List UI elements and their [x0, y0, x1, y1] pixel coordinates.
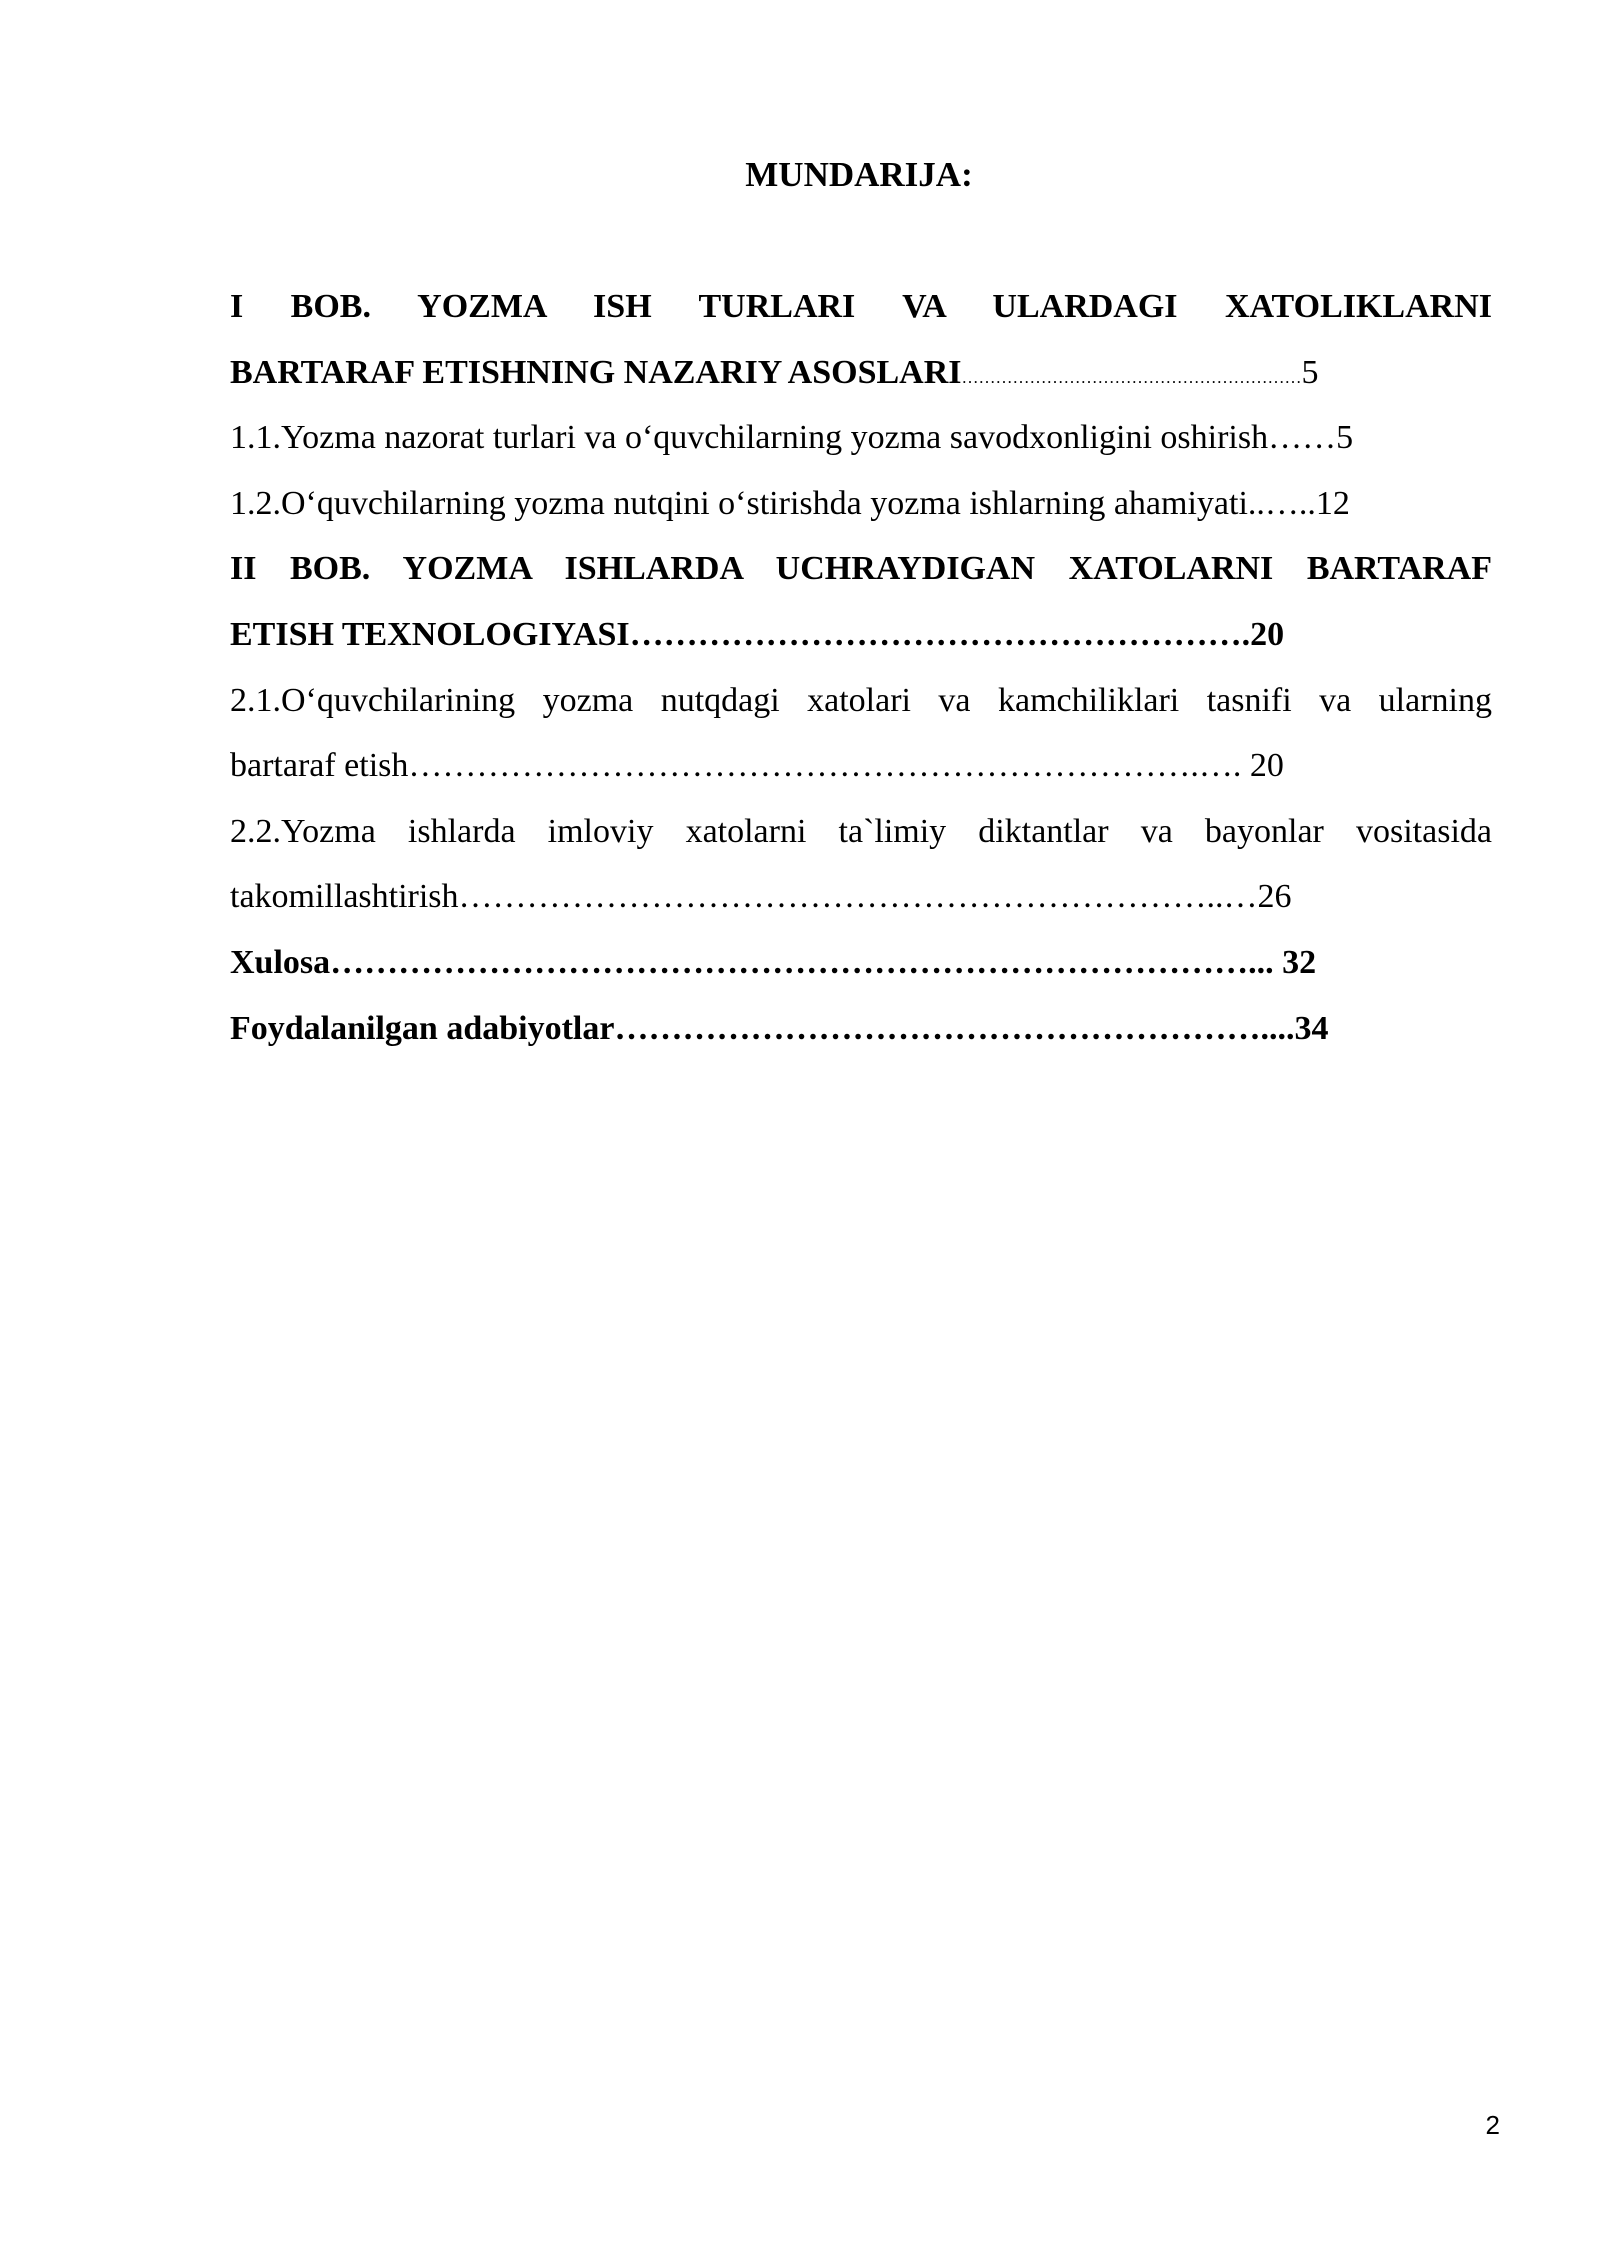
toc-conclusion: Xulosa………………………………………………………………………... 32: [230, 943, 1317, 981]
toc-chapter-1-page: 5: [1301, 353, 1319, 391]
toc-leader-dots: ……………………………………………………: [961, 367, 1302, 387]
toc-section-2-1-line-1: 2.1.O‘quvchilarining yozma nutqdagi xatolari va kamchiliklari tasnifi va ularning: [230, 681, 1492, 719]
table-of-contents: [230, 274, 1492, 1061]
toc-section-2-1-line-2: bartaraf etish…………………………………………………………….…. 20: [230, 747, 1284, 785]
page-title: MUNDARIJA:: [745, 155, 973, 194]
toc-section-1-2: 1.2.O‘quvchilarning yozma nutqini o‘stirishda yozma ishlarning ahamiyati..…..12: [230, 484, 1350, 522]
toc-chapter-1-heading-line-2: [230, 340, 1492, 406]
toc-references: Foydalanilgan adabiyotlar…………………………………………………....34: [230, 1009, 1329, 1047]
toc-section-2-2-line-1: 2.2.Yozma ishlarda imloviy xatolarni ta`limiy diktantlar va bayonlar vositasida: [230, 812, 1492, 850]
toc-section-2-2-line-2: takomillashtirish…………………………………………………………..…26: [230, 878, 1292, 916]
toc-chapter-2-heading-line-2: ETISH TEXNOLOGIYASI……………………………………………….20: [230, 615, 1285, 653]
toc-section-1-1: 1.1.Yozma nazorat turlari va o‘quvchilarning yozma savodxonligini oshirish……5: [230, 419, 1354, 457]
toc-chapter-1-heading-line-1: I BOB. YOZMA ISH TURLARI VA ULARDAGI XATOLIKLARNI: [230, 288, 1492, 325]
toc-chapter-2-heading-line-1: II BOB. YOZMA ISHLARDA UCHRAYDIGAN XATOLARNI BARTARAF: [230, 550, 1492, 588]
page-number: 2: [1485, 2110, 1500, 2140]
toc-chapter-1-title-part: BARTARAF ETISHNING NAZARIY ASOSLARI: [230, 353, 962, 391]
